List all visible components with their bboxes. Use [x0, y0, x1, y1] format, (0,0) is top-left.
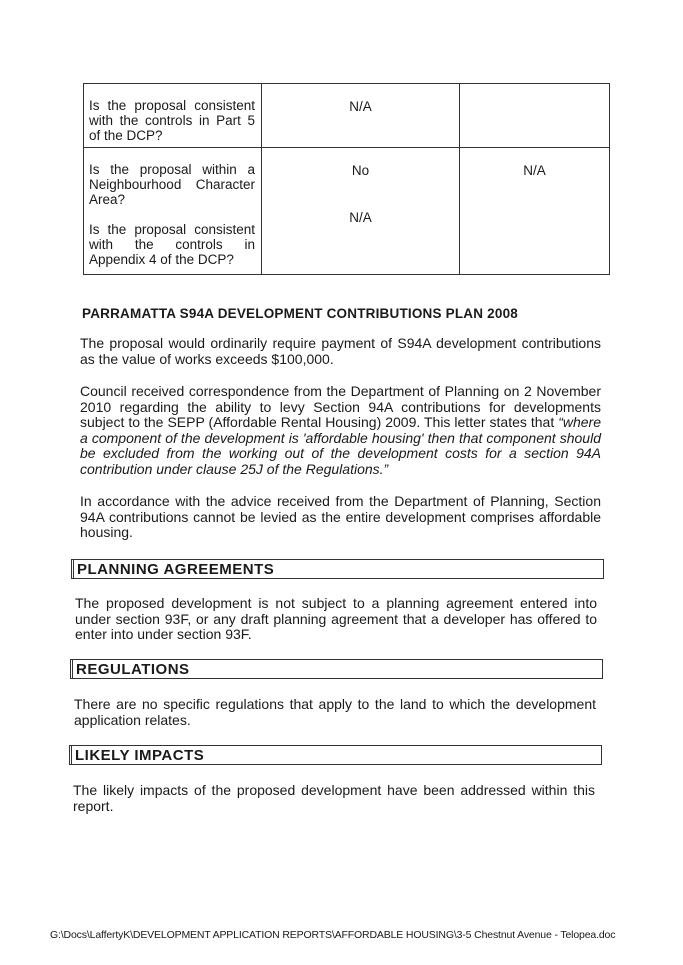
comment-cell [460, 84, 610, 148]
planning-agreements-section-header [71, 559, 604, 579]
section-title: PLANNING AGREEMENTS [77, 561, 275, 578]
section-title: LIKELY IMPACTS [75, 747, 205, 764]
section-title: REGULATIONS [76, 661, 190, 678]
regulations-section-header [70, 659, 603, 679]
question-text: Is the proposal within a Neighbourhood Character Area? [89, 162, 255, 207]
contributions-heading: PARRAMATTA S94A DEVELOPMENT CONTRIBUTIONS PLAN 2008 [82, 306, 518, 321]
comment-text: N/A [523, 163, 546, 178]
answer-cell [262, 148, 460, 275]
planning-agreements-text: The proposed development is not subject to a planning agreement entered into under section 93F, or any draft planning agreement that a developer has offered to enter into under section 93F. [75, 595, 597, 642]
likely-impacts-text: The likely impacts of the proposed development have been addressed within this report. [73, 782, 595, 814]
contributions-paragraph-3: In accordance with the advice received from the Department of Planning, Section 94A contributions cannot be levied as the entire development comprises affordable housing. [80, 493, 601, 540]
comment-cell [460, 148, 610, 275]
question-cell [84, 148, 262, 275]
question-text: Is the proposal consistent with the controls in Appendix 4 of the DCP? [89, 222, 255, 267]
question-text: Is the proposal consistent with the controls in Part 5 of the DCP? [89, 98, 255, 143]
dcp-compliance-table [83, 83, 610, 275]
likely-impacts-section-header [69, 745, 602, 765]
regulations-text: There are no specific regulations that apply to the land to which the development application relates. [74, 696, 596, 728]
answer-text: N/A [349, 99, 372, 114]
footer-file-path: G:\Docs\LaffertyK\DEVELOPMENT APPLICATION REPORTS\AFFORDABLE HOUSING\3-5 Chestnut Avenue - Telopea.doc [50, 929, 616, 941]
answer-text: No [351, 163, 370, 178]
contributions-paragraph-1: The proposal would ordinarily require payment of S94A development contributions as the value of works exceeds $100,000. [80, 335, 601, 367]
answer-cell [262, 84, 460, 148]
contributions-paragraph-2 [80, 384, 601, 477]
contributions-quote: “where a component of the development is 'affordable housing' then that component should be excluded from the working out of the development costs for a section 94A contribution under clause 25J of the Regulations.” [80, 414, 601, 477]
contributions-paragraph-2-text: Council received correspondence from the Department of Planning on 2 November 2010 regarding the ability to levy Section 94A contributions for developments subject to the SEPP (Affordable Rental Housing) 2009. This letter states that [80, 383, 601, 430]
question-cell [84, 84, 262, 148]
answer-text: N/A [349, 210, 372, 225]
table-row [84, 148, 610, 275]
table-row [84, 84, 610, 148]
